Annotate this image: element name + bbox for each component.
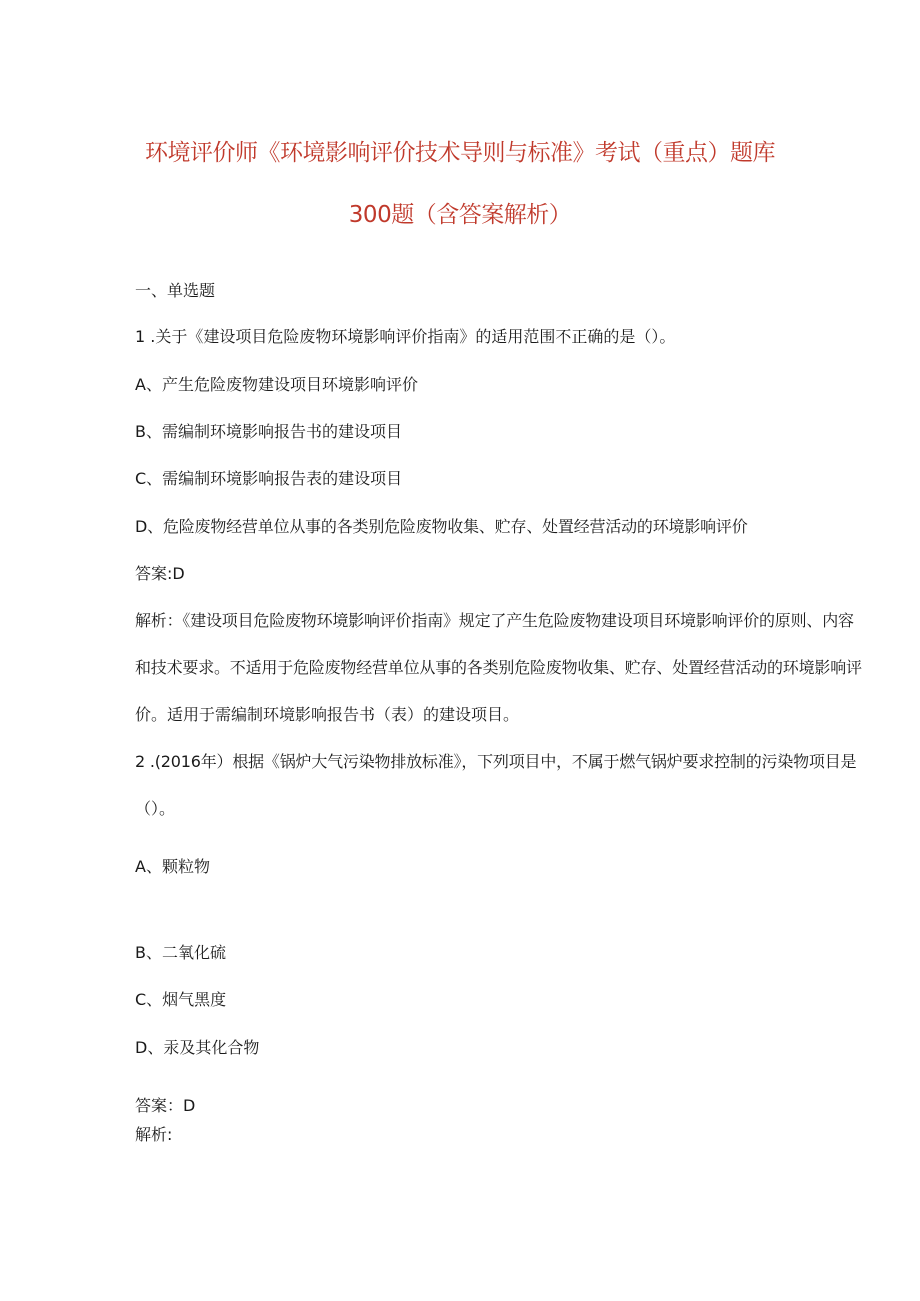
document-title-line-1: 环境评价师《环境影响评价技术导则与标准》考试（重点）题库 <box>145 140 775 166</box>
question-2-stem-line-2: （）。 <box>135 799 176 818</box>
question-2-option-a: A、颗粒物 <box>135 857 210 876</box>
question-1-stem: 1 .关于《建设项目危险废物环境影响评价指南》的适用范围不正确的是（）。 <box>135 327 676 346</box>
question-2-stem-line-1: 2 .(2016年）根据《锅炉大气污染物排放标准》，下列项目中，不属于燃气锅炉要求控制的污染物项目是 <box>135 752 857 771</box>
question-1-analysis-line-3: 价。适用于需编制环境影响报告书（表）的建设项目。 <box>135 705 520 724</box>
question-1-option-b: B、需编制环境影响报告书的建设项目 <box>135 422 402 441</box>
question-1-option-a: A、产生危险废物建设项目环境影响评价 <box>135 375 418 394</box>
question-2-option-d: D、汞及其化合物 <box>135 1038 260 1057</box>
question-2-option-c: C、烟气黑度 <box>135 990 227 1009</box>
section-heading: 一、单选题 <box>135 281 216 300</box>
document-title-line-2: 300题（含答案解析） <box>348 202 572 228</box>
question-2-answer: 答案：D <box>135 1096 196 1115</box>
question-2-option-b: B、二氧化硫 <box>135 943 226 962</box>
question-1-answer: 答案:D <box>135 564 185 583</box>
question-2-analysis: 解析: <box>135 1125 173 1144</box>
question-1-option-d: D、危险废物经营单位从事的各类别危险废物收集、贮存、处置经营活动的环境影响评价 <box>135 517 748 536</box>
question-1-analysis-line-1: 解析：《建设项目危险废物环境影响评价指南》规定了产生危险废物建设项目环境影响评价的原则、内容 <box>135 611 854 630</box>
question-1-option-c: C、需编制环境影响报告表的建设项目 <box>135 469 403 488</box>
question-1-analysis-line-2: 和技术要求。不适用于危险废物经营单位从事的各类别危险废物收集、贮存、处置经营活动的环境影响评 <box>135 658 862 677</box>
